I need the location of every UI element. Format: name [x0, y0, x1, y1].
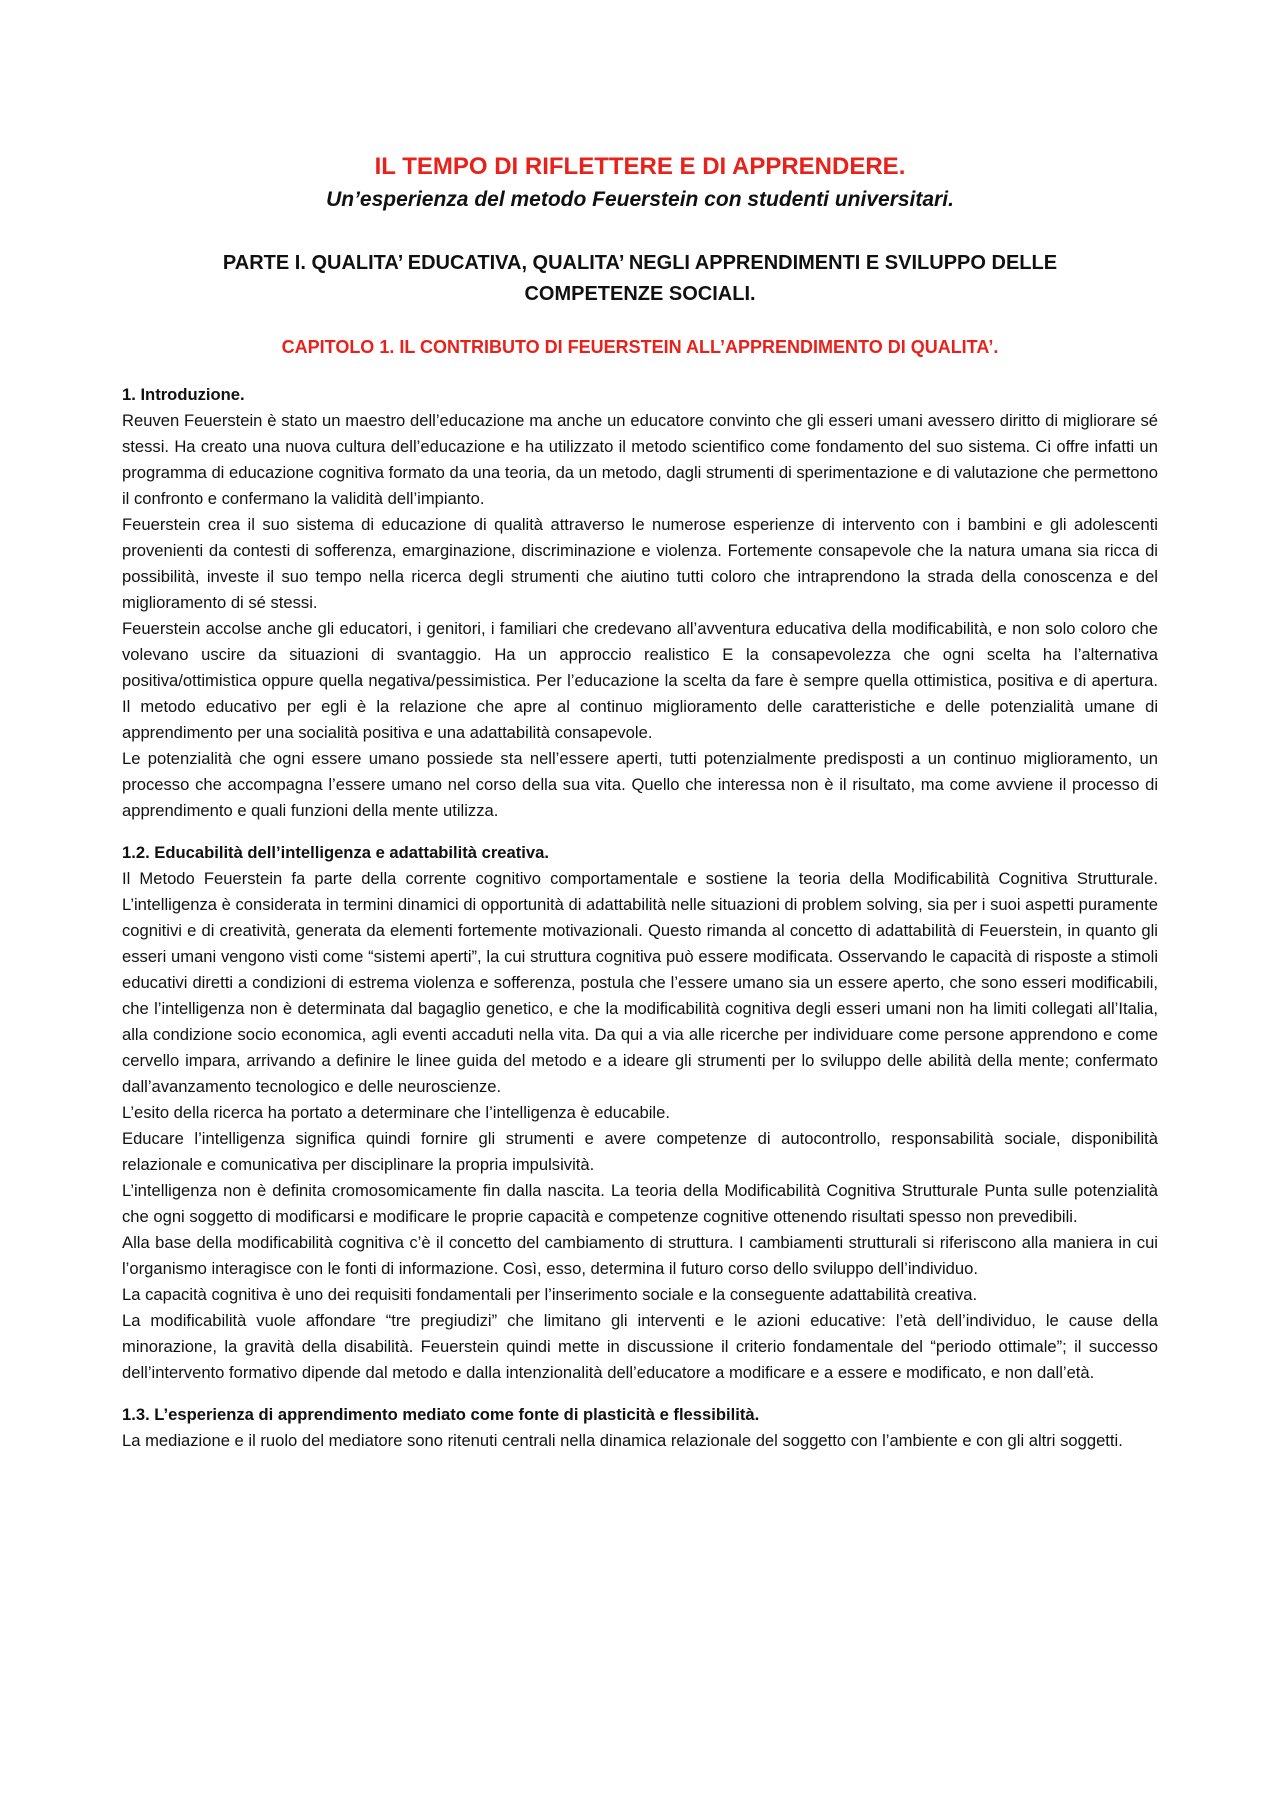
paragraph: Il Metodo Feuerstein fa parte della corrente cognitivo comportamentale e sostiene la teoria della Modificabilità Cognitiva Strutturale. L’intelligenza è considerata in termini dinamici di opportunità di adattabilità nelle situazioni di problem solving, sia per i suoi aspetti puramente cognitivi e di creatività, generata da elementi fortemente motivazionali. Questo rimanda al concetto di adattabilità di Feuerstein, in quanto gli esseri umani vengono visti come “sistemi aperti”, la cui struttura cognitiva può essere modificata. Osservando le capacità di risposte a stimoli educativi diretti a condizioni di estrema violenza e sofferenza, postula che l’essere umano sia un essere aperto, che sono esseri modificabili, che l’intelligenza non è determinata dal bagaglio genetico, e che la modificabilità cognitiva degli esseri umani non ha limiti collegati all’Italia, alla condizione socio economica, agli eventi accaduti nella vita. Da qui a via alle ricerche per individuare come persone apprendono e come cervello impara, arrivando a definire le linee guida del metodo e a ideare gli strumenti per lo sviluppo delle abilità della mente; confermato dall’avanzamento tecnologico e delle neuroscienze.	[122, 869, 1158, 1096]
paragraph: La mediazione e il ruolo del mediatore sono ritenuti centrali nella dinamica relazionale del soggetto con l’ambiente e con gli altri soggetti.	[122, 1431, 1123, 1450]
paragraph: L’intelligenza non è definita cromosomicamente fin dalla nascita. La teoria della Modificabilità Cognitiva Strutturale Punta sulle potenzialità che ogni soggetto di modificarsi e modificare le proprie capacità e competenze cognitive ottenendo risultati spesso non prevedibili.	[122, 1181, 1158, 1226]
document-subtitle: Un’esperienza del metodo Feuerstein con studenti universitari.	[326, 188, 954, 211]
section-heading: 1. Introduzione.	[122, 385, 245, 404]
paragraph: Le potenzialità che ogni essere umano possiede sta nell’essere aperti, tutti potenzialmente predisposti a un continuo miglioramento, un processo che accompagna l’essere umano nel corso della sua vita. Quello che interessa non è il risultato, ma come avviene il processo di apprendimento e quali funzioni della mente utilizza.	[122, 749, 1158, 820]
paragraph: Reuven Feuerstein è stato un maestro dell’educazione ma anche un educatore convinto che gli esseri umani avessero diritto di migliorare sé stessi. Ha creato una nuova cultura dell’educazione e ha utilizzato il metodo scientifico come fondamento del suo sistema. Ci offre infatti un programma di educazione cognitiva formato da una teoria, da un metodo, dagli strumenti di sperimentazione e di valutazione che permettono il confronto e confermano la validità dell’impianto.	[122, 411, 1158, 508]
section-educabilita	[122, 840, 1158, 1386]
part-heading: PARTE I. QUALITA’ EDUCATIVA, QUALITA’ NEGLI APPRENDIMENTI E SVILUPPO DELLE COMPETENZE SOCIALI.	[222, 252, 1058, 305]
paragraph: Alla base della modificabilità cognitiva c’è il concetto del cambiamento di struttura. I cambiamenti strutturali si riferiscono alla maniera in cui l’organismo interagisce con le fonti di informazione. Così, esso, determina il futuro corso dello sviluppo dell’individuo.	[122, 1233, 1158, 1278]
paragraph: Educare l’intelligenza significa quindi fornire gli strumenti e avere competenze di autocontrollo, responsabilità sociale, disponibilità relazionale e comunicativa per disciplinare la propria impulsività.	[122, 1129, 1158, 1174]
paragraph: La capacità cognitiva è uno dei requisiti fondamentali per l’inserimento sociale e la conseguente adattabilità creativa.	[122, 1285, 978, 1304]
section-apprendimento-mediato	[122, 1402, 1158, 1454]
paragraph: La modificabilità vuole affondare “tre pregiudizi” che limitano gli interventi e le azioni educative: l’età dell’individuo, le cause della minorazione, la gravità della disabilità. Feuerstein quindi mette in discussione il criterio fondamentale del “periodo ottimale”; il successo dell’intervento formativo dipende dal metodo e dalla intenzionalità dell’educatore a modificare e a essere e modificato, e non dall’età.	[122, 1311, 1158, 1382]
paragraph: Feuerstein crea il suo sistema di educazione di qualità attraverso le numerose esperienze di intervento con i bambini e gli adolescenti provenienti da contesti di sofferenza, emarginazione, discriminazione e violenza. Fortemente consapevole che la natura umana sia ricca di possibilità, investe il suo tempo nella ricerca degli strumenti che aiutino tutti coloro che intraprendono la strada della conoscenza e del miglioramento di sé stessi.	[122, 515, 1158, 612]
section-introduzione	[122, 382, 1158, 824]
paragraph: Feuerstein accolse anche gli educatori, i genitori, i familiari che credevano all’avventura educativa della modificabilità, e non solo coloro che volevano uscire da situazioni di svantaggio. Ha un approccio realistico E la consapevolezza che ogni scelta ha l’alternativa positiva/ottimistica oppure quella negativa/pessimistica. Per l’educazione la scelta da fare è sempre quella ottimistica, positiva e di apertura. Il metodo educativo per egli è la relazione che apre al continuo miglioramento delle caratteristiche e delle potenzialità umane di apprendimento per una socialità positiva e una adattabilità consapevole.	[122, 619, 1158, 742]
paragraph: L’esito della ricerca ha portato a determinare che l’intelligenza è educabile.	[122, 1103, 670, 1122]
chapter-heading: CAPITOLO 1. IL CONTRIBUTO DI FEUERSTEIN ALL’APPRENDIMENTO DI QUALITA’.	[281, 337, 999, 357]
section-heading: 1.2. Educabilità dell’intelligenza e adattabilità creativa.	[122, 843, 549, 862]
document-title: IL TEMPO DI RIFLETTERE E DI APPRENDERE.	[374, 153, 906, 180]
section-heading: 1.3. L’esperienza di apprendimento mediato come fonte di plasticità e flessibilità.	[122, 1405, 760, 1424]
